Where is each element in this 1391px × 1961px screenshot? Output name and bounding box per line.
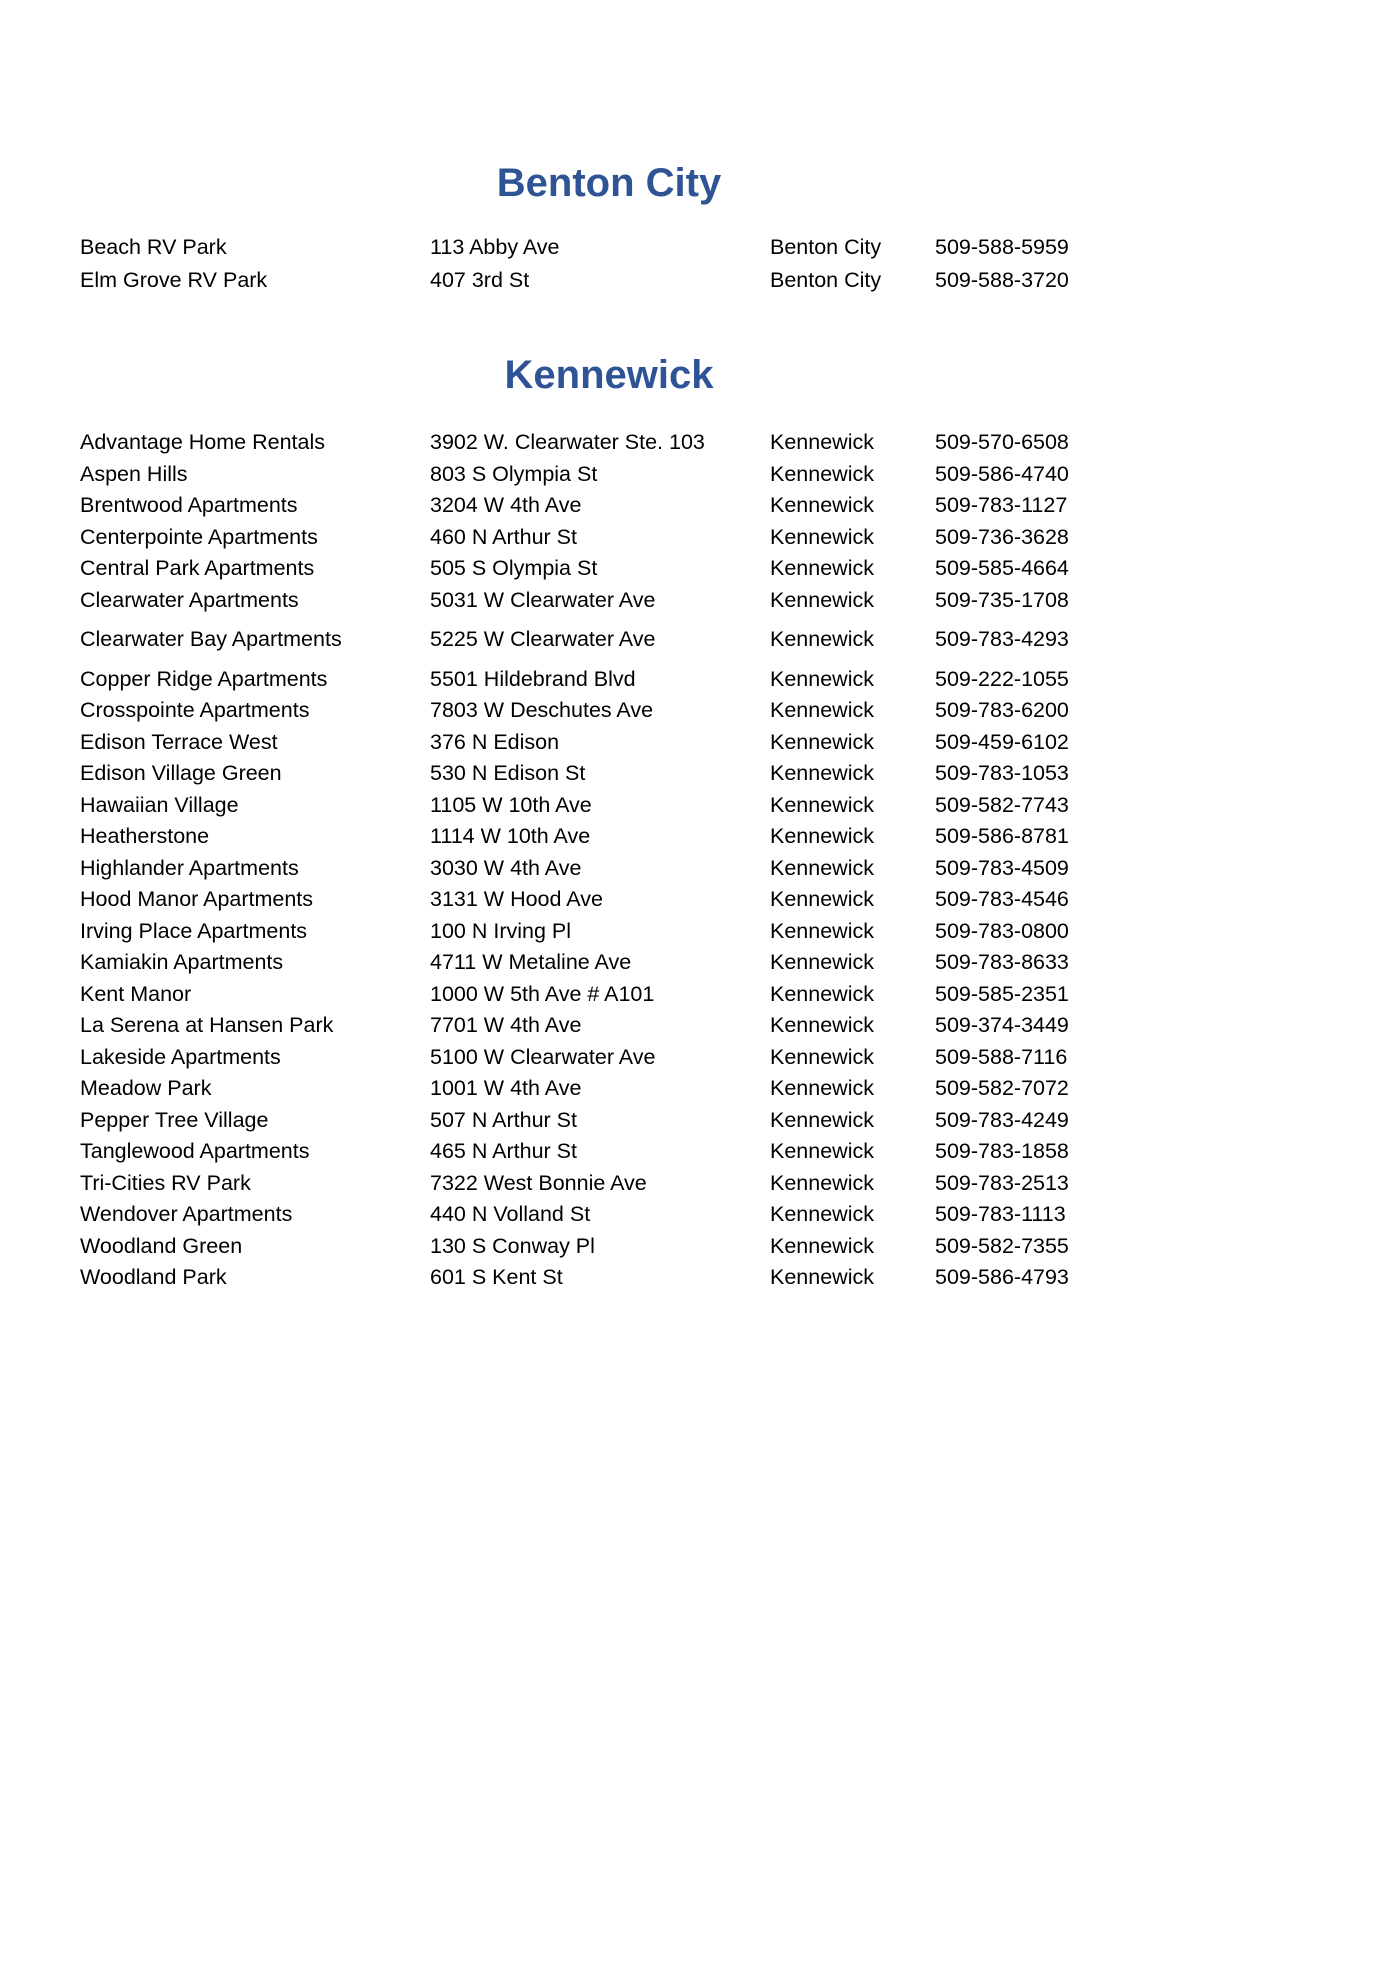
property-phone: 509-586-4740 [935, 461, 1069, 486]
property-city: Kennewick [770, 918, 874, 943]
property-phone: 509-588-3720 [935, 267, 1069, 292]
property-address: 5100 W Clearwater Ave [430, 1044, 656, 1069]
property-phone: 509-222-1055 [935, 666, 1069, 691]
property-phone: 509-588-7116 [935, 1044, 1068, 1069]
property-address: 130 S Conway Pl [430, 1233, 595, 1258]
property-phone: 509-783-2513 [935, 1170, 1069, 1195]
property-phone: 509-585-2351 [935, 981, 1069, 1006]
table-row [80, 427, 1138, 459]
property-phone: 509-582-7072 [935, 1076, 1069, 1100]
property-phone: 509-783-6200 [935, 698, 1069, 722]
property-address: 803 S Olympia St [430, 461, 598, 486]
property-city: Benton City [770, 267, 882, 292]
property-city: Kennewick [770, 1265, 874, 1289]
property-phone: 509-582-7743 [935, 792, 1069, 817]
property-name: Brentwood Apartments [80, 493, 298, 517]
property-phone: 509-783-4546 [935, 887, 1069, 911]
property-address: 507 N Arthur St [430, 1107, 577, 1132]
property-address: 440 N Volland St [430, 1202, 591, 1226]
table-row [80, 1262, 1138, 1294]
property-phone: 509-783-1053 [935, 761, 1069, 785]
property-address: 5225 W Clearwater Ave [430, 627, 656, 651]
property-name: Meadow Park [80, 1076, 212, 1100]
property-address: 1105 W 10th Ave [430, 792, 592, 817]
property-phone: 509-570-6508 [935, 430, 1069, 454]
table-row [80, 264, 1138, 297]
property-city: Kennewick [770, 729, 874, 754]
property-name: Edison Terrace West [80, 729, 278, 754]
table-row [80, 1042, 1138, 1074]
property-city: Kennewick [770, 855, 874, 880]
property-name: Irving Place Apartments [80, 918, 308, 943]
property-name: Beach RV Park [80, 235, 227, 259]
property-city: Kennewick [770, 1044, 874, 1069]
property-city: Kennewick [770, 493, 874, 517]
property-phone: 509-783-4293 [935, 627, 1069, 651]
table-row [80, 585, 1138, 617]
table-row [80, 231, 1138, 264]
property-phone: 509-783-8633 [935, 950, 1069, 974]
property-name: Kamiakin Apartments [80, 950, 284, 974]
city-section [80, 161, 1138, 296]
property-phone: 509-588-5959 [935, 235, 1069, 259]
property-address: 113 Abby Ave [430, 235, 560, 259]
table-row [80, 916, 1138, 948]
property-address: 460 N Arthur St [430, 524, 577, 549]
table-row [80, 1073, 1138, 1105]
section-rows [80, 427, 1138, 1294]
property-address: 1001 W 4th Ave [430, 1076, 582, 1100]
property-city: Kennewick [770, 1013, 874, 1037]
property-address: 7701 W 4th Ave [430, 1013, 582, 1037]
property-address: 376 N Edison [430, 729, 560, 754]
section-title: Benton City [496, 161, 722, 205]
city-section [80, 353, 1138, 1294]
property-phone: 509-586-8781 [935, 824, 1069, 848]
property-address: 3204 W 4th Ave [430, 493, 582, 517]
property-phone: 509-783-0800 [935, 918, 1069, 943]
table-row [80, 1136, 1138, 1168]
property-name: Hawaiian Village [80, 792, 239, 817]
table-row [80, 695, 1138, 727]
property-name: Central Park Apartments [80, 556, 315, 580]
property-address: 1000 W 5th Ave # A101 [430, 981, 655, 1006]
property-phone: 509-735-1708 [935, 587, 1069, 612]
property-name: Wendover Apartments [80, 1202, 293, 1226]
property-phone: 509-783-4509 [935, 855, 1069, 880]
property-city: Kennewick [770, 1233, 874, 1258]
table-row [80, 1105, 1138, 1137]
property-city: Kennewick [770, 461, 874, 486]
section-title: Kennewick [504, 353, 714, 397]
property-city: Kennewick [770, 761, 874, 785]
property-address: 601 S Kent St [430, 1265, 563, 1289]
property-address: 7322 West Bonnie Ave [430, 1170, 647, 1195]
table-row [80, 664, 1138, 696]
property-address: 3902 W. Clearwater Ste. 103 [430, 430, 705, 454]
property-address: 3131 W Hood Ave [430, 887, 603, 911]
property-name: Woodland Park [80, 1265, 227, 1289]
property-phone: 509-459-6102 [935, 729, 1069, 754]
table-row [80, 624, 1138, 656]
property-address: 5031 W Clearwater Ave [430, 587, 656, 612]
property-name: Tanglewood Apartments [80, 1139, 310, 1163]
property-name: Hood Manor Apartments [80, 887, 314, 911]
table-row [80, 1010, 1138, 1042]
property-city: Kennewick [770, 698, 874, 722]
property-city: Kennewick [770, 1139, 874, 1163]
property-name: Heatherstone [80, 824, 210, 848]
property-city: Kennewick [770, 792, 874, 817]
property-city: Kennewick [770, 887, 874, 911]
property-city: Kennewick [770, 430, 874, 454]
table-row [80, 790, 1138, 822]
property-address: 4711 W Metaline Ave [430, 950, 632, 974]
property-address: 100 N Irving Pl [430, 918, 572, 943]
table-row [80, 1231, 1138, 1263]
property-city: Kennewick [770, 1107, 874, 1132]
property-name: Clearwater Bay Apartments [80, 627, 342, 651]
property-name: Copper Ridge Apartments [80, 666, 328, 691]
property-address: 465 N Arthur St [430, 1139, 577, 1163]
property-phone: 509-783-4249 [935, 1107, 1069, 1132]
property-name: Aspen Hills [80, 461, 188, 486]
property-name: Edison Village Green [80, 761, 282, 785]
property-city: Kennewick [770, 627, 874, 651]
property-address: 5501 Hildebrand Blvd [430, 666, 636, 691]
table-row [80, 727, 1138, 759]
property-address: 530 N Edison St [430, 761, 586, 785]
property-city: Kennewick [770, 556, 874, 580]
property-name: Tri-Cities RV Park [80, 1170, 251, 1195]
property-city: Kennewick [770, 666, 874, 691]
table-row [80, 522, 1138, 554]
table-row [80, 979, 1138, 1011]
property-phone: 509-783-1127 [935, 493, 1068, 517]
property-city: Kennewick [770, 1170, 874, 1195]
property-name: Advantage Home Rentals [80, 430, 326, 454]
property-city: Kennewick [770, 1076, 874, 1100]
property-city: Kennewick [770, 981, 874, 1006]
table-row [80, 553, 1138, 585]
table-row [80, 853, 1138, 885]
property-city: Kennewick [770, 824, 874, 848]
property-address: 7803 W Deschutes Ave [430, 698, 654, 722]
property-name: Highlander Apartments [80, 855, 299, 880]
property-phone: 509-586-4793 [935, 1265, 1069, 1289]
property-name: Centerpointe Apartments [80, 524, 318, 549]
property-address: 407 3rd St [430, 267, 530, 292]
document-page [0, 161, 1138, 1294]
property-city: Kennewick [770, 587, 874, 612]
property-name: La Serena at Hansen Park [80, 1013, 334, 1037]
property-name: Clearwater Apartments [80, 587, 299, 612]
table-row [80, 758, 1138, 790]
property-name: Lakeside Apartments [80, 1044, 281, 1069]
section-rows [80, 231, 1138, 296]
property-phone: 509-374-3449 [935, 1013, 1069, 1037]
property-name: Elm Grove RV Park [80, 267, 268, 292]
table-row [80, 821, 1138, 853]
property-phone: 509-585-4664 [935, 556, 1069, 580]
property-name: Pepper Tree Village [80, 1107, 269, 1132]
table-row [80, 947, 1138, 979]
property-city: Kennewick [770, 950, 874, 974]
property-name: Woodland Green [80, 1233, 243, 1258]
property-city: Kennewick [770, 524, 874, 549]
property-phone: 509-783-1113 [935, 1202, 1066, 1226]
table-row [80, 490, 1138, 522]
property-city: Benton City [770, 235, 882, 259]
table-row [80, 884, 1138, 916]
property-city: Kennewick [770, 1202, 874, 1226]
table-row [80, 1168, 1138, 1200]
property-phone: 509-736-3628 [935, 524, 1069, 549]
property-phone: 509-783-1858 [935, 1139, 1069, 1163]
property-name: Crosspointe Apartments [80, 698, 310, 722]
property-address: 505 S Olympia St [430, 556, 598, 580]
property-address: 3030 W 4th Ave [430, 855, 582, 880]
property-phone: 509-582-7355 [935, 1233, 1069, 1258]
table-row [80, 459, 1138, 491]
property-address: 1114 W 10th Ave [430, 824, 591, 848]
property-name: Kent Manor [80, 981, 192, 1006]
table-row [80, 1199, 1138, 1231]
